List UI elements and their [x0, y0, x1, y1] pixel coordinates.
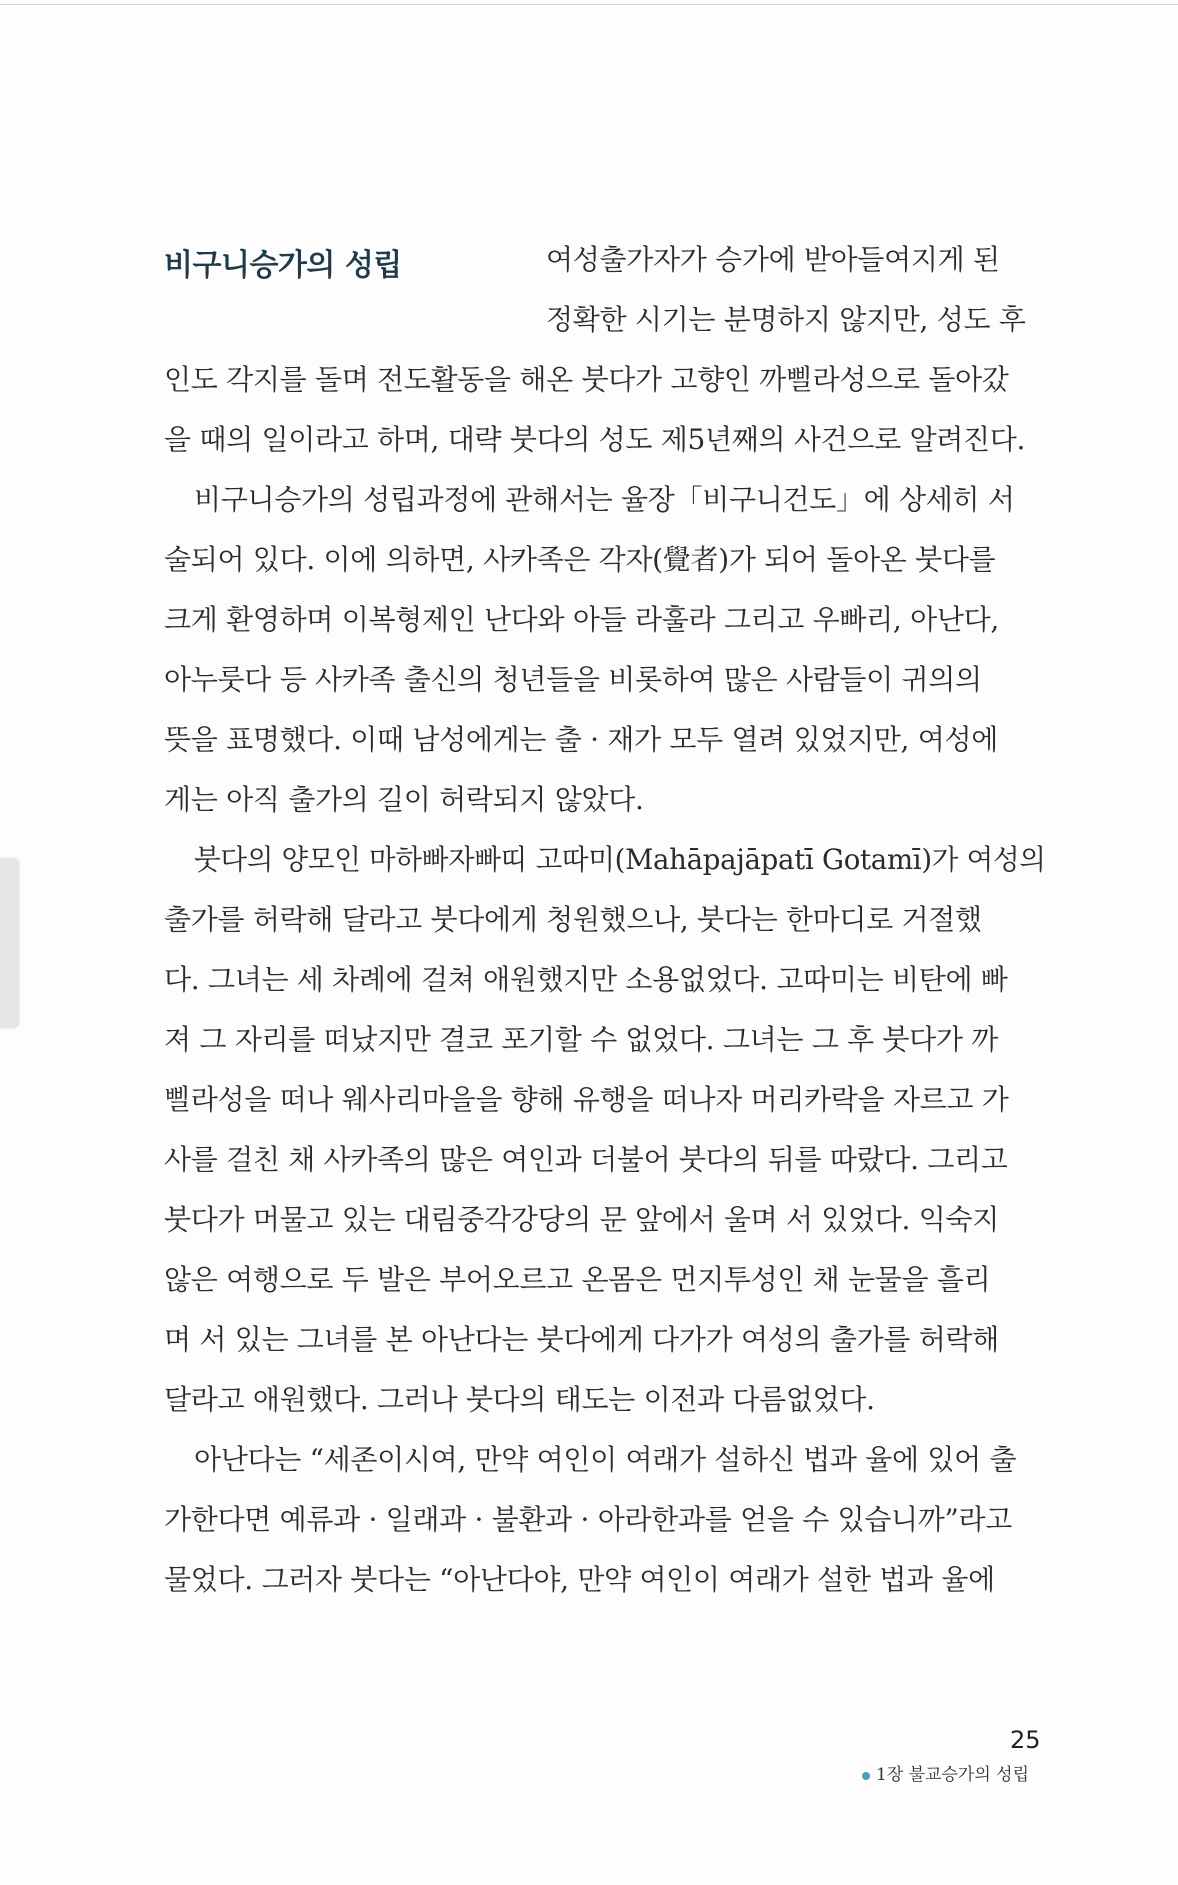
- bullet-dot-icon: [862, 1772, 870, 1780]
- top-border: [0, 4, 1178, 5]
- body-line-18: 않은 여행으로 두 발은 부어오르고 온몸은 먼지투성인 채 눈물을 흘리: [164, 1263, 991, 1296]
- body-line-21: 아난다는 “세존이시여, 만약 여인이 여래가 설하신 법과 율에 있어 출: [194, 1443, 1017, 1476]
- body-line-6: 술되어 있다. 이에 의하면, 사카족은 각자(覺者)가 되어 돌아온 붓다를: [164, 543, 996, 576]
- body-line-20: 달라고 애원했다. 그러나 붓다의 태도는 이전과 다름없었다.: [164, 1383, 875, 1416]
- body-line-7: 크게 환영하며 이복형제인 난다와 아들 라훌라 그리고 우빠리, 아난다,: [164, 603, 999, 636]
- body-line-12: 출가를 허락해 달라고 붓다에게 청원했으나, 붓다는 한마디로 거절했: [164, 903, 982, 936]
- body-line-16: 사를 걸친 채 사카족의 많은 여인과 더불어 붓다의 뒤를 따랐다. 그리고: [164, 1143, 1008, 1176]
- body-line-14: 져 그 자리를 떠났지만 결코 포기할 수 없었다. 그녀는 그 후 붓다가 까: [164, 1023, 999, 1056]
- section-heading: 비구니승가의 성립: [164, 248, 402, 283]
- body-line-10: 게는 아직 출가의 길이 허락되지 않았다.: [164, 783, 644, 816]
- side-scroll-handle[interactable]: [0, 858, 18, 1028]
- body-line-15: 삘라성을 떠나 웨사리마을을 향해 유행을 떠나자 머리카락을 자르고 가: [164, 1083, 1009, 1116]
- body-line-22: 가한다면 예류과 · 일래과 · 불환과 · 아라한과를 얻을 수 있습니까”라고: [164, 1503, 1013, 1536]
- body-line-3: 인도 각지를 돌며 전도활동을 해온 붓다가 고향인 까삘라성으로 돌아갔: [164, 363, 1009, 396]
- chapter-footer: [862, 1760, 1029, 1785]
- body-line-1: 여성출가자가 승가에 받아들여지게 된: [546, 243, 1000, 276]
- chapter-footer-text: 1장 불교승가의 성립: [876, 1765, 1029, 1785]
- page-number: 25: [1010, 1726, 1041, 1754]
- body-line-13: 다. 그녀는 세 차례에 걸쳐 애원했지만 소용없었다. 고따미는 비탄에 빠: [164, 963, 1008, 996]
- body-line-23: 물었다. 그러자 붓다는 “아난다야, 만약 여인이 여래가 설한 법과 율에: [164, 1563, 995, 1596]
- body-line-4: 을 때의 일이라고 하며, 대략 붓다의 성도 제5년째의 사건으로 알려진다.: [164, 423, 1026, 456]
- body-line-2: 정확한 시기는 분명하지 않지만, 성도 후: [546, 303, 1026, 336]
- body-line-19: 며 서 있는 그녀를 본 아난다는 붓다에게 다가가 여성의 출가를 허락해: [164, 1323, 999, 1356]
- body-line-17: 붓다가 머물고 있는 대림중각강당의 문 앞에서 울며 서 있었다. 익숙지: [164, 1203, 999, 1236]
- body-line-5: 비구니승가의 성립과정에 관해서는 율장「비구니건도」에 상세히 서: [194, 483, 1015, 516]
- body-line-8: 아누룻다 등 사카족 출신의 청년들을 비롯하여 많은 사람들이 귀의의: [164, 663, 982, 696]
- body-line-11: 붓다의 양모인 마하빠자빠띠 고따미(Mahāpajāpatī Gotamī)가 여성의: [194, 843, 1046, 876]
- body-line-9: 뜻을 표명했다. 이때 남성에게는 출 · 재가 모두 열려 있었지만, 여성에: [164, 723, 999, 756]
